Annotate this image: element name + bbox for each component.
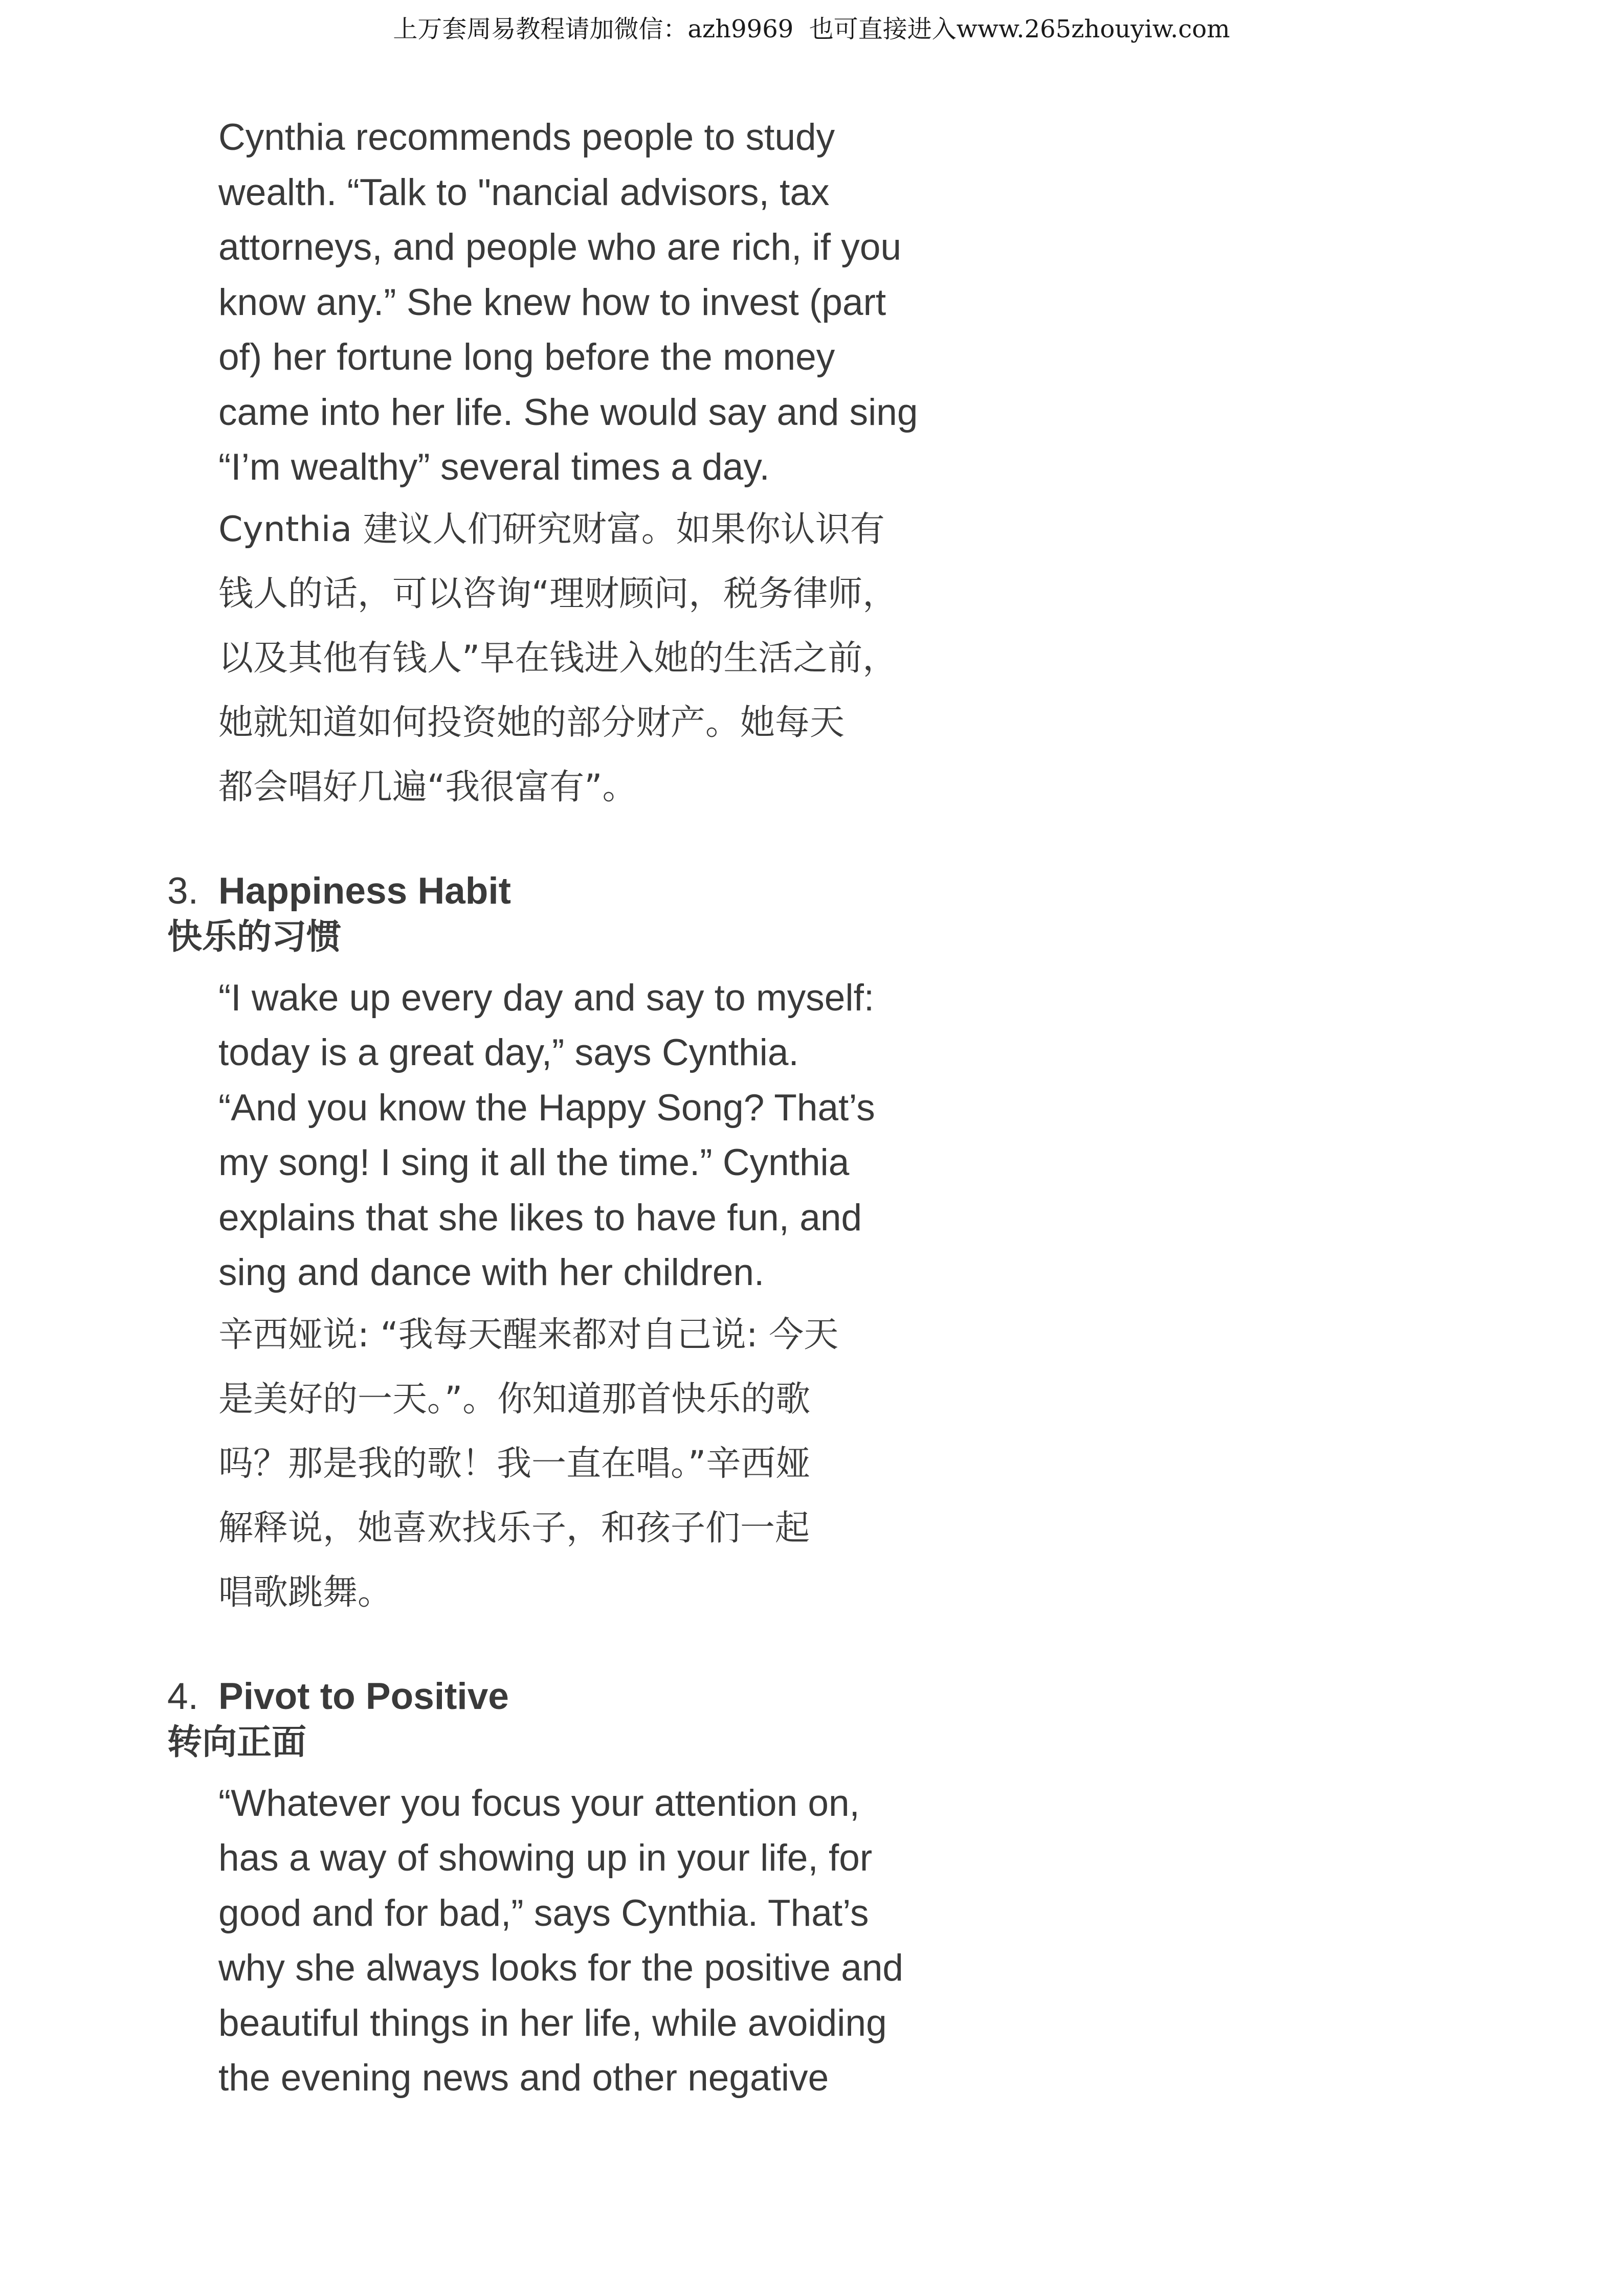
text-line: “I’m wealthy” several times a day. (218, 446, 770, 488)
text-line: 都会唱好几遍“我很富有”。 (218, 767, 637, 807)
text-line: Cynthia 建议人们研究财富。如果你认识有 (218, 509, 885, 550)
text-line: of) her fortune long before the money (218, 336, 835, 378)
intro-paragraph-zh (218, 498, 1037, 820)
text-line: today is a great day,” says Cynthia. (218, 1032, 799, 1073)
text-line: came into her life. She would say and sing (218, 391, 918, 433)
section-number: 4. (167, 1675, 198, 1717)
text-line: 辛西娅说: “我每天醒来都对自己说: 今天 (218, 1314, 839, 1355)
text-line: good and for bad,” says Cynthia. That’s (218, 1892, 869, 1934)
text-line: know any.” She knew how to invest (part (218, 281, 886, 323)
text-line: 吗？那是我的歌！我一直在唱。”辛西娅 (218, 1443, 811, 1484)
section-subtitle: 快乐的习惯 (167, 916, 342, 957)
section-paragraph-zh (218, 1303, 1037, 1625)
intro-paragraph-en (218, 110, 1037, 495)
text-line: why she always looks for the positive and (218, 1947, 904, 1989)
text-line: 唱歌跳舞。 (218, 1572, 393, 1613)
page-content (167, 110, 1037, 2106)
page-header-watermark: 上万套周易教程请加微信：azh9969 也可直接进入www.265zhouyiw.com (393, 15, 1230, 43)
text-line: Cynthia recommends people to study (218, 117, 835, 158)
text-line: the evening news and other negative (218, 2057, 829, 2099)
section-paragraph-en (218, 971, 1037, 1300)
section-number: 3. (167, 870, 198, 912)
text-line: explains that she likes to have fun, and (218, 1197, 862, 1239)
section-paragraph-en (218, 1776, 1037, 2106)
text-line: 她就知道如何投资她的部分财产。她每天 (218, 702, 845, 743)
section-heading-pivot-to-positive (167, 1674, 1037, 1766)
text-line: 钱人的话，可以咨询“理财顾问，税务律师， (218, 573, 898, 614)
section-subtitle: 转向正面 (167, 1722, 307, 1763)
text-line: 是美好的一天。”。你知道那首快乐的歌 (218, 1379, 811, 1420)
text-line: has a way of showing up in your life, for (218, 1837, 873, 1879)
text-line: “And you know the Happy Song? That’s (218, 1087, 875, 1129)
text-line: my song! I sing it all the time.” Cynthia (218, 1142, 850, 1183)
text-line: 以及其他有钱人”早在钱进入她的生活之前， (218, 638, 898, 679)
section-heading-happiness-habit (167, 868, 1037, 960)
text-line: beautiful things in her life, while avoiding (218, 2002, 887, 2044)
text-line: “I wake up every day and say to myself: (218, 977, 875, 1019)
text-line: wealth. “Talk to "nancial advisors, tax (218, 171, 830, 213)
section-title: Happiness Habit (218, 870, 511, 912)
text-line: “Whatever you focus your attention on, (218, 1782, 860, 1824)
text-line: attorneys, and people who are rich, if you (218, 227, 902, 268)
text-line: sing and dance with her children. (218, 1252, 765, 1293)
section-title: Pivot to Positive (218, 1675, 509, 1717)
text-line: 解释说，她喜欢找乐子，和孩子们一起 (218, 1507, 810, 1548)
